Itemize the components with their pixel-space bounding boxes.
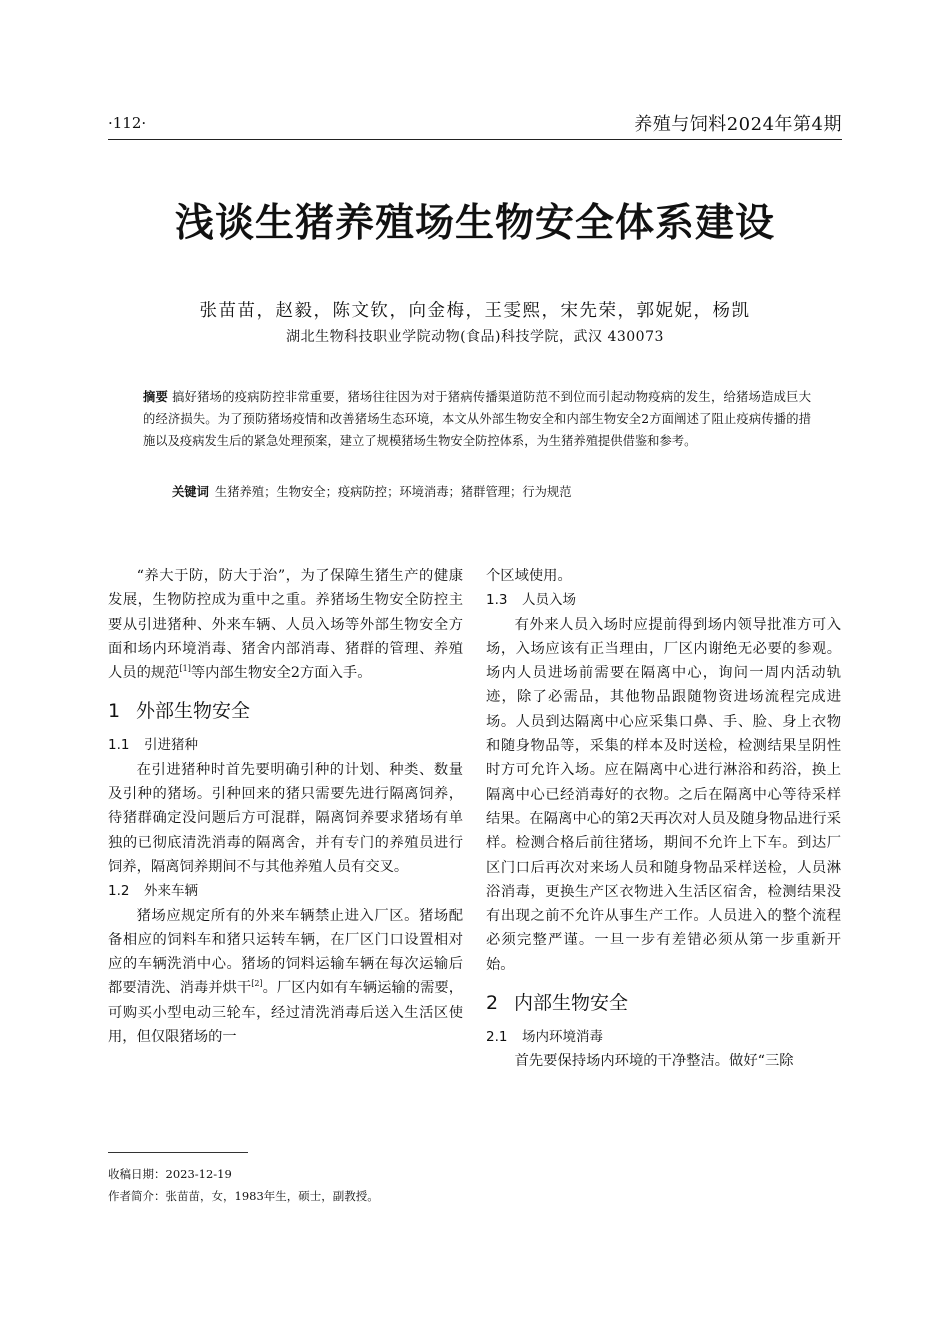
paragraph-2-1: 首先要保持场内环境的干净整洁。做好“三除: [514, 1053, 794, 1070]
footnotes: [108, 1163, 379, 1207]
page-number: ·112·: [108, 114, 147, 132]
citation-ref: [1]: [179, 664, 191, 674]
subsection-heading-1-3: 1.3 人员入场: [486, 592, 576, 609]
paragraph-continued: 个区域使用。: [486, 568, 572, 584]
paragraph-1-2: 猪场应规定所有的外来车辆禁止进入厂区。猪场配备相应的饲料车和猪只运转车辆，在厂区门口设置相对应的车辆洗消中心。猪场的饲料运输车辆在每次运输后都要清洗、消毒并烘干[2]。厂区内如有车辆运输的需要，可购买小型电动三轮车，经过清洗消毒后送入生活区使用，但仅限猪场的一: [108, 907, 464, 1046]
author-bio: 作者简介：张苗苗，女，1983年生，硕士，副教授。: [108, 1189, 379, 1203]
received-date: 收稿日期：2023-12-19: [108, 1167, 232, 1181]
article-title: 浅谈生猪养殖场生物安全体系建设: [174, 201, 775, 246]
intro-paragraph: “养大于防，防大于治”，为了保障生猪生产的健康发展，生物防控成为重中之重。养猪场生物安全防控主要从引进猪种、外来车辆、人员入场等外部生物安全方面和场内环境消毒、猪舍内部消毒、猪群的管理、养殖人员的规范[1]等内部生物安全2方面入手。: [108, 568, 463, 682]
author-list: 张苗苗，赵毅，陈文钦，向金梅，王雯熙，宋先荣，郭妮妮，杨凯: [199, 301, 751, 321]
affiliation: 湖北生物科技职业学院动物(食品)科技学院，武汉 430073: [286, 329, 664, 345]
page-header: [108, 110, 842, 138]
left-column: [108, 564, 463, 1049]
section-heading-1: 1 外部生物安全: [108, 700, 251, 723]
journal-issue: 养殖与饲料2024年第4期: [634, 114, 842, 135]
subsection-heading-1-2: 1.2 外来车辆: [108, 883, 198, 900]
citation-ref: [2]: [251, 979, 263, 989]
header-divider: [108, 139, 842, 140]
right-column: [486, 564, 841, 1074]
paragraph-1-1: 在引进猪种时首先要明确引种的计划、种类、数量及引种的猪场。引种回来的猪只需要先进行隔离饲养，待猪群确定没问题后方可混群，隔离饲养要求猪场有单独的已彻底清洗消毒的隔离舍，并有专门的养殖员进行饲养，隔离饲养期间不与其他养殖人员有交叉。: [108, 761, 463, 875]
abstract-text: 搞好猪场的疫病防控非常重要，猪场往往因为对于猪病传播渠道防范不到位而引起动物疫病的发生，给猪场造成巨大的经济损失。为了预防猪场疫情和改善猪场生态环境，本文从外部生物安全和内部生物安全2方面阐述了阻止疫病传播的措施以及疫病发生后的紧急处理预案，建立了规模猪场生物安全防控体系，为生猪养殖提供借鉴和参考。: [143, 390, 811, 448]
abstract: [143, 386, 811, 452]
keywords-label: 关键词: [172, 485, 209, 499]
keywords: [172, 481, 812, 503]
section-heading-2: 2 内部生物安全: [486, 992, 629, 1015]
keywords-text: 生猪养殖；生物安全；疫病防控；环境消毒；猪群管理；行为规范: [214, 485, 572, 499]
abstract-label: 摘要: [143, 390, 169, 404]
paragraph-1-3: 有外来人员入场时应提前得到场内领导批准方可入场，入场应该有正当理由，厂区内谢绝无必要的参观。场内人员进场前需要在隔离中心，询问一周内活动轨迹，除了必需品，其他物品跟随物资进场流程完成进场。人员到达隔离中心应采集口鼻、手、脸、身上衣物和随身物品等，采集的样本及时送检，检测结果呈阴性时方可允许入场。应在隔离中心进行淋浴和药浴，换上隔离中心已经消毒好的衣物。之后在隔离中心等待采样结果。在隔离中心的第2天再次对人员及随身物品进行采样。检测合格后前往猪场，期间不允许上下车。到达厂区门口后再次对来场人员和随身物品采样送检，人员淋浴消毒，更换生产区衣物进入生活区宿舍，检测结果没有出现之前不允许从事生产工作。人员进入的整个流程必须完整严谨。一旦一步有差错必须从第一步重新开始。: [486, 616, 841, 973]
subsection-heading-1-1: 1.1 引进猪种: [108, 737, 198, 754]
footnote-divider: [108, 1152, 248, 1153]
subsection-heading-2-1: 2.1 场内环境消毒: [486, 1029, 603, 1046]
